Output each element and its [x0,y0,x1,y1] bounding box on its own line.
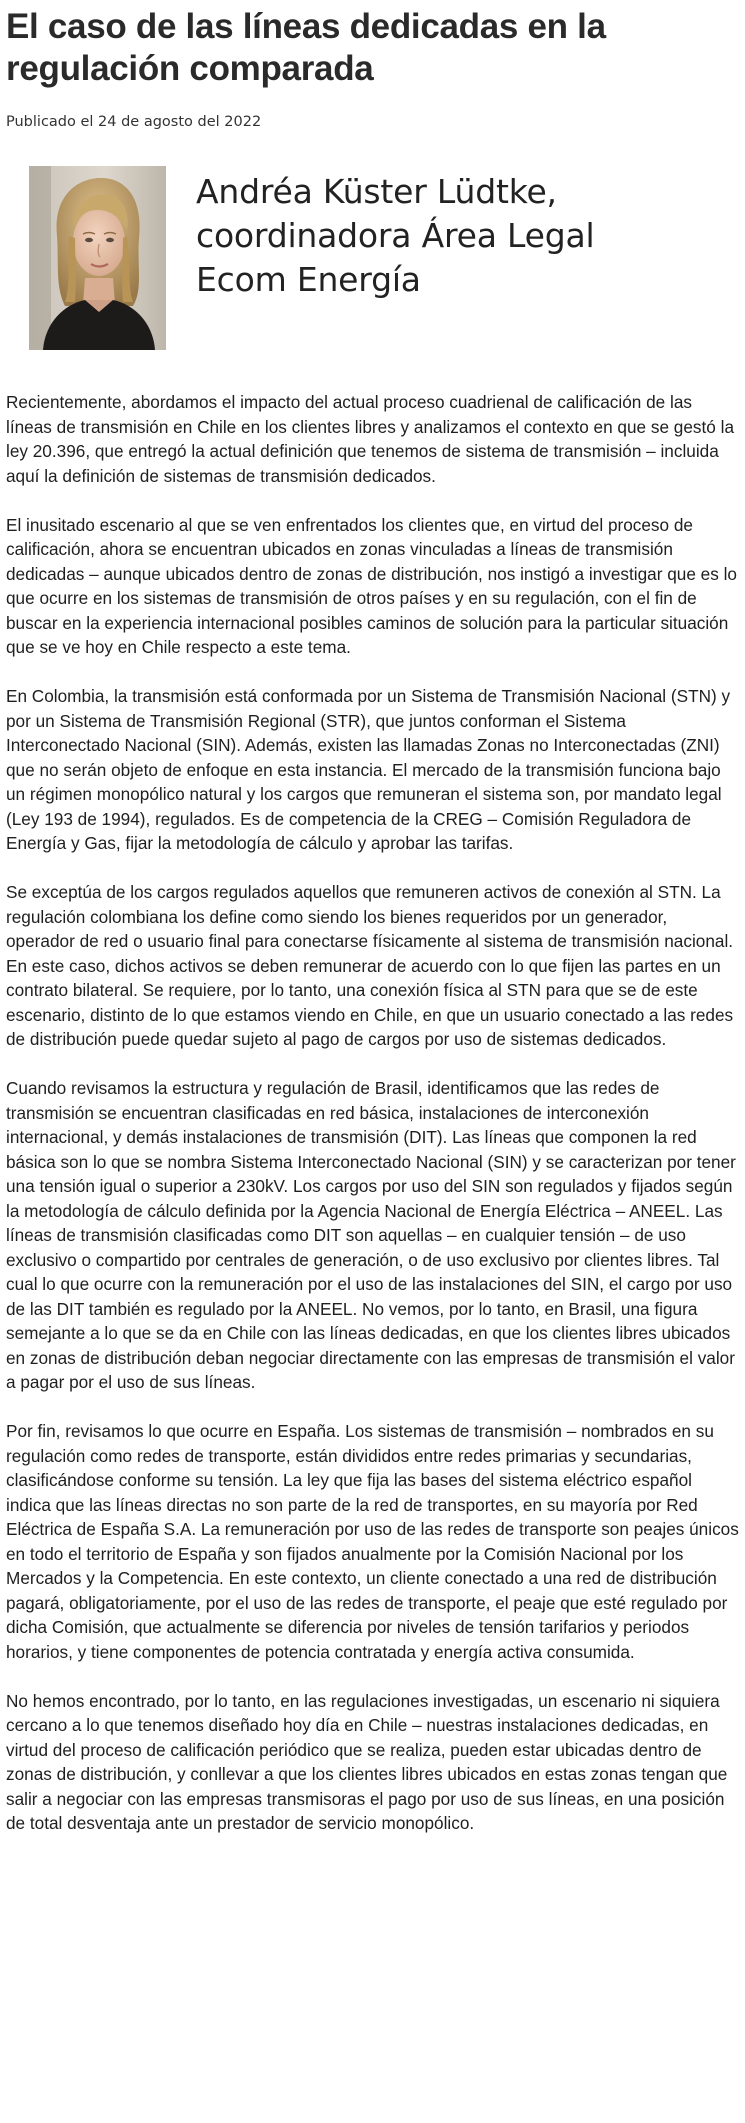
author-role-line: coordinadora Área Legal [196,216,595,255]
publish-date: Publicado el 24 de agosto del 2022 [6,114,262,130]
author-card [29,166,739,350]
author-name [196,166,594,302]
author-name-line: Andréa Küster Lüdtke, [196,172,557,211]
author-company-line: Ecom Energía [196,260,421,299]
paragraph: Recientemente, abordamos el impacto del actual proceso cuadrienal de calificación de las líneas de transmisión en Chile en los clientes libres y analizamos el contexto en que se gestó la ley 20.396, que entregó la actual definición que tenemos de sistema de transmisión – incluida aquí la definición de sistemas de transmisión dedicados. [6,392,735,486]
author-portrait [29,166,166,350]
article-title: El caso de las líneas dedicadas en la regulación comparada [6,7,606,88]
paragraph: No hemos encontrado, por lo tanto, en las regulaciones investigadas, un escenario ni siquiera cercano a lo que tenemos diseñado hoy día en Chile – nuestras instalaciones dedicadas, en virtud del proceso de calificación periódico que se realiza, pueden estar ubicadas dentro de zonas de distribución, y conllevar a que los clientes libres ubicados en estas zonas tengan que salir a negociar con las empresas transmisoras el pago por uso de sus líneas, en una posición de total desventaja ante un prestador de servicio monopólico. [6,1690,728,1833]
paragraph: Cuando revisamos la estructura y regulación de Brasil, identificamos que las redes de transmisión se encuentran clasificadas en red básica, instalaciones de interconexión internacional, y demás instalaciones de transmisión (DIT). Las líneas que componen la red básica son lo que se nombra Sistema Interconectado Nacional (SIN) y se caracterizan por tener una tensión igual o superior a 230kV. Los cargos por uso del SIN son regulados y fijados según la metodología de cálculo definida por la Agencia Nacional de Energía Eléctrica – ANEEL. Las líneas de transmisión clasificadas como DIT son aquellas – en cualquier tensión – de uso exclusivo o compartido por centrales de generación, o de uso exclusivo por clientes libres. Tal cual lo que ocurre con la remuneración por el uso de las instalaciones del SIN, el cargo por uso de las DIT también es regulado por la ANEEL. No vemos, por lo tanto, en Brasil, una figura semejante a lo que se da en Chile con las líneas dedicadas, en que los clientes libres ubicados en zonas de distribución deban negociar directamente con las empresas de transmisión el valor a pagar por el uso de sus líneas. [6,1078,736,1392]
article-body [6,390,739,1836]
paragraph: Se exceptúa de los cargos regulados aquellos que remuneren activos de conexión al STN. La regulación colombiana los define como siendo los bienes requeridos por un generador, operador de red o usuario final para conectarse físicamente al sistema de transmisión nacional. En este caso, dichos activos se deben remunerar de acuerdo con lo que fijen las partes en un contrato bilateral. Se requiere, por lo tanto, una conexión física al STN para que se de este escenario, distinto de lo que estamos viendo en Chile, en que un usuario conectado a las redes de distribución puede quedar sujeto al pago de cargos por uso de sistemas dedicados. [6,882,734,1049]
paragraph: Por fin, revisamos lo que ocurre en España. Los sistemas de transmisión – nombrados en su regulación como redes de transporte, están divididos entre redes primarias y secundarias, clasificándose conforme su tensión. La ley que fija las bases del sistema eléctrico español indica que las líneas directas no son parte de la red de transportes, en su mayoría por Red Eléctrica de España S.A. La remuneración por uso de las redes de transporte son peajes únicos en todo el territorio de España y son fijados anualmente por la Comisión Nacional por los Mercados y la Competencia. En este contexto, un cliente conectado a una red de distribución pagará, obligatoriamente, por el uso de las redes de transporte, el peaje que esté regulado por dicha Comisión, que actualmente se diferencia por niveles de tensión tarifarios y periodos horarios, y tiene componentes de potencia contratada y energía activa consumida. [6,1421,739,1662]
paragraph: En Colombia, la transmisión está conformada por un Sistema de Transmisión Nacional (STN) y por un Sistema de Transmisión Regional (STR), que juntos conforman el Sistema Interconectado Nacional (SIN). Además, existen las llamadas Zonas no Interconectadas (ZNI) que no serán objeto de enfoque en esta instancia. El mercado de la transmisión funciona bajo un régimen monopólico natural y los cargos que remuneran el sistema son, por mandato legal (Ley 193 de 1994), regulados. Es de competencia de la CREG – Comisión Reguladora de Energía y Gas, fijar la metodología de cálculo y aprobar las tarifas. [6,686,731,853]
paragraph: El inusitado escenario al que se ven enfrentados los clientes que, en virtud del proceso de calificación, ahora se encuentran ubicados en zonas vinculadas a líneas de transmisión dedicadas – aunque ubicados dentro de zonas de distribución, nos instigó a investigar que es lo que ocurre en los sistemas de transmisión de otros países y en su regulación, con el fin de buscar en la experiencia internacional posibles caminos de solución para la particular situación que se ve hoy en Chile respecto a este tema. [6,514,737,657]
